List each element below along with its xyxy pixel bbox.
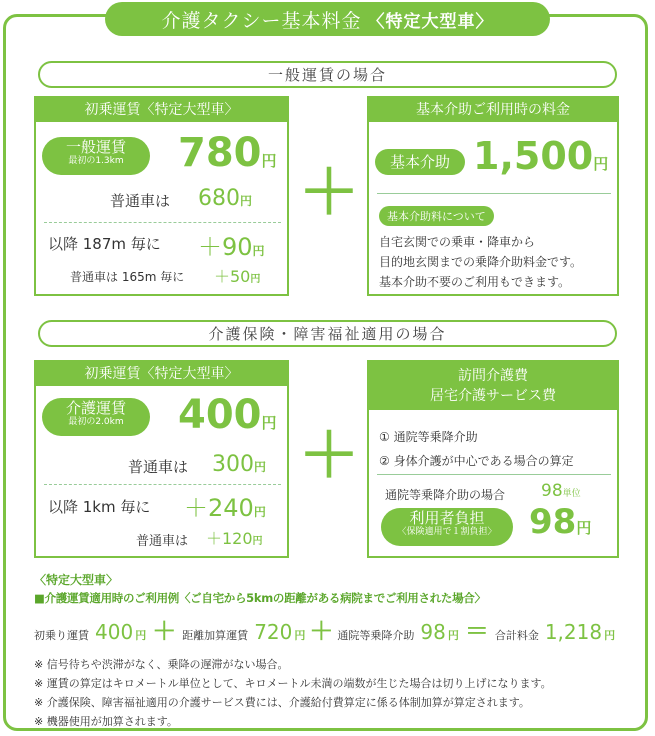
section2-base-fare-box [34, 360, 289, 558]
notes-list [34, 655, 552, 731]
fare-value: 300 [212, 452, 254, 477]
fare-value: 98 [529, 502, 577, 542]
divider [377, 193, 611, 194]
pill-main: 基本介助 [389, 153, 450, 171]
title-main: 介護タクシー基本料金 [161, 9, 362, 32]
pill-sub: 〈保険適用で１割負担〉 [397, 527, 497, 538]
normal-after-fare [206, 526, 263, 549]
fare-value: ＋90 [198, 233, 253, 261]
example-calculation [34, 611, 615, 646]
fare-value: 780 [178, 130, 262, 176]
note-item: ※ 機器使用が加算されます。 [34, 715, 178, 728]
yen-unit: 円 [576, 519, 592, 537]
yen-unit: 円 [261, 152, 277, 170]
section1-right-header: 基本介助ご利用時の料金 [369, 98, 617, 122]
basic-assist-pill [375, 149, 465, 175]
after-distance-fare [198, 227, 265, 262]
desc-line: 目的地玄関までの乗降介助料金です。 [379, 255, 583, 269]
plus-sign: ＋ [152, 617, 177, 645]
pill-main: 介護運賃 [65, 399, 126, 417]
normal-car-label: 普通車は [128, 458, 189, 476]
normal-after-label: 普通車は 165m 毎に [70, 270, 185, 284]
section2-right-header [369, 362, 617, 410]
distance-fare-value: 720 [254, 620, 293, 644]
yen-unit: 円 [254, 460, 267, 474]
plus-sign: ＋ [309, 617, 334, 645]
after-distance-fare [184, 488, 266, 523]
pill-main: 一般運賃 [65, 138, 126, 156]
plus-sign: ＋ [299, 421, 359, 491]
unit-value: 98 [541, 481, 563, 501]
fare-value: ＋50 [214, 267, 251, 286]
normal-after-fare [214, 264, 260, 287]
yen-unit: 円 [252, 536, 263, 547]
note-item: ※ 運賃の算定はキロメートル単位として、キロメートル未満の端数が生じた場合は切り上げになります。 [34, 677, 552, 690]
general-fare [178, 130, 277, 176]
section1-assist-fare-box [367, 96, 619, 296]
service-item-1: ① 通院等乗降介助 [379, 430, 478, 444]
yen-unit: 円 [294, 629, 306, 642]
fare-value: 680 [198, 186, 240, 211]
case-value [541, 481, 581, 501]
desc-line: 自宅玄関での乗車・降車から [379, 235, 536, 249]
normal-car-fare [198, 186, 252, 211]
after-distance-label: 以降 187m 毎に [48, 235, 161, 253]
pill-sub: 最初の2.0km [68, 417, 124, 428]
yen-unit: 円 [250, 274, 261, 285]
equals-sign: ＝ [464, 617, 489, 645]
case-label: 通院等乗降介助の場合 [385, 488, 506, 502]
after-distance-label: 以降 1km 毎に [48, 498, 151, 516]
yen-unit: 円 [135, 629, 147, 642]
care-fare-pill [42, 398, 150, 436]
distance-fare-label: 距離加算運賃 [182, 629, 249, 642]
fare-value: ＋120 [206, 529, 253, 548]
title-sub: 〈特定大型車〉 [367, 11, 494, 32]
section2-left-header: 初乗運賃〈特定大型車〉 [36, 362, 287, 386]
section1-left-header: 初乗運賃〈特定大型車〉 [36, 98, 287, 122]
initial-fare-label: 初乗り運賃 [34, 629, 89, 642]
yen-unit: 円 [593, 155, 609, 173]
header-line: 訪問介護費 [458, 368, 528, 384]
basic-assist-info-tag: 基本介助料について [379, 206, 494, 226]
note-item: ※ 信号待ちや渋滞がなく、乗降の遅滞がない場合。 [34, 658, 289, 671]
section2-label: 介護保険・障害福祉適用の場合 [38, 320, 617, 347]
normal-car-label: 普通車は [110, 192, 171, 210]
yen-unit: 円 [240, 194, 253, 208]
total-label: 合計料金 [494, 629, 539, 642]
yen-unit: 円 [252, 244, 265, 258]
example-title: ■介護運賃適用時のご利用例〈ご自宅から5kmの距離がある病院までご利用された場合〉 [34, 591, 486, 605]
care-fare [178, 392, 277, 438]
total-value: 1,218 [544, 620, 603, 644]
section1-base-fare-box [34, 96, 289, 296]
yen-unit: 円 [447, 629, 459, 642]
page-title [105, 2, 550, 36]
note-item: ※ 介護保険、障害福祉適用の介護サービス費には、介護給付費算定に係る体制加算が算定されます。 [34, 696, 530, 709]
header-line: 居宅介護サービス費 [430, 388, 556, 404]
unit-label: 単位 [562, 489, 581, 499]
divider [44, 484, 281, 485]
plus-sign: ＋ [299, 158, 359, 228]
fare-value: ＋240 [184, 494, 254, 522]
fare-value: 400 [178, 392, 262, 438]
section1-label: 一般運賃の場合 [38, 61, 617, 88]
pill-sub: 最初の1.3km [68, 156, 124, 167]
desc-line: 基本介助不要のご利用もできます。 [379, 275, 571, 289]
basic-assist-description [379, 232, 582, 292]
divider [377, 474, 611, 475]
section2-care-service-box [367, 360, 619, 558]
assist-value: 98 [420, 620, 446, 644]
example-heading: 〈特定大型車〉 [34, 573, 119, 587]
user-burden-pill [381, 508, 513, 546]
fare-value: 1,500 [473, 134, 594, 178]
yen-unit: 円 [253, 505, 266, 519]
general-fare-pill [42, 137, 150, 175]
yen-unit: 円 [604, 629, 616, 642]
service-item-2: ② 身体介護が中心である場合の算定 [379, 454, 574, 468]
pill-main: 利用者負担 [409, 509, 485, 527]
divider [44, 222, 281, 223]
initial-fare-value: 400 [95, 620, 134, 644]
assist-label: 通院等乗降介助 [337, 629, 415, 642]
normal-after-label: 普通車は [136, 534, 189, 549]
normal-car-fare [212, 452, 266, 477]
basic-assist-fare [473, 134, 608, 178]
yen-unit: 円 [261, 414, 277, 432]
user-burden-fare [529, 502, 591, 542]
